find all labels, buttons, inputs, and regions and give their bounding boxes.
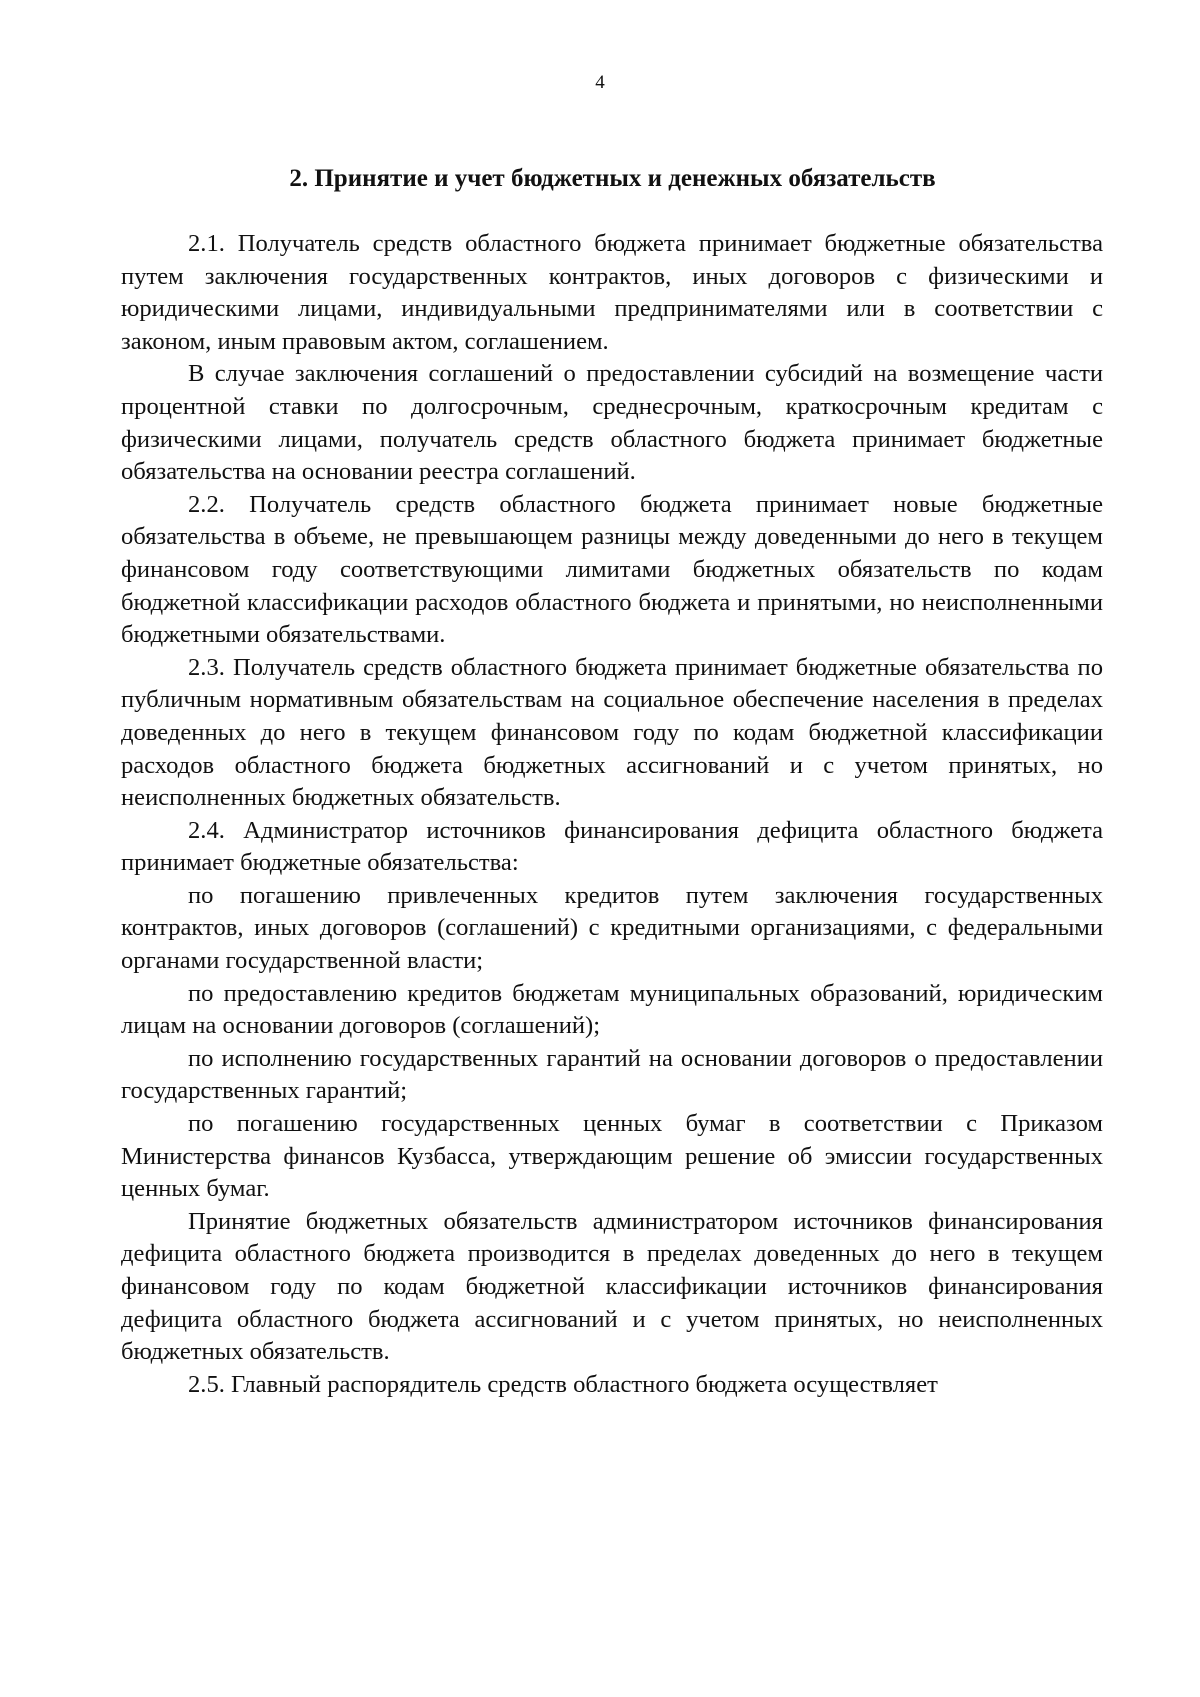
paragraph-2-1: 2.1. Получатель средств областного бюджета принимает бюджетные обязательства путем заключения государственных контрактов, иных договоров с физическими и юридическими лицами, индивидуальными предпринимателями или в соответствии с законом, иным правовым актом, соглашением.: [121, 230, 1103, 355]
paragraph-subsidies: В случае заключения соглашений о предоставлении субсидий на возмещение части процентной ставки по долгосрочным, среднесрочным, краткосрочным кредитам с физическими лицами, получатель средств областного бюджета принимает бюджетные обязательства на основании реестра соглашений.: [121, 360, 1103, 486]
document-body: [121, 228, 1103, 1401]
paragraph-2-2: 2.2. Получатель средств областного бюджета принимает новые бюджетные обязательства в объеме, не превышающем разницы между доведенными до него в текущем финансовом году соответствующими лимитами бюджетных обязательств по кодам бюджетной классификации расходов областного бюджета и принятыми, но неисполненными бюджетными обязательствами.: [121, 490, 1103, 649]
section-title: 2. Принятие и учет бюджетных и денежных обязательств: [289, 165, 936, 192]
paragraph-2-4: 2.4. Администратор источников финансирования дефицита областного бюджета принимает бюджетные обязательства:: [121, 816, 1103, 877]
paragraph-2-4-loans: по погашению привлеченных кредитов путем заключения государственных контрактов, иных договоров (соглашений) с кредитными организациями, с федеральными органами государственной власти;: [121, 881, 1103, 975]
paragraph-2-5: 2.5. Главный распорядитель средств областного бюджета осуществляет: [188, 1370, 938, 1398]
paragraph-acceptance: Принятие бюджетных обязательств администратором источников финансирования дефицита областного бюджета производится в пределах доведенных до него в текущем финансовом году по кодам бюджетной классификации источников финансирования дефицита областного бюджета ассигнований и с учетом принятых, но неисполненных бюджетных обязательств.: [121, 1207, 1103, 1366]
paragraph-2-4-securities: по погашению государственных ценных бумаг в соответствии с Приказом Министерства финансов Кузбасса, утверждающим решение об эмиссии государственных ценных бумаг.: [121, 1110, 1103, 1203]
paragraph-2-3: 2.3. Получатель средств областного бюджета принимает бюджетные обязательства по публичным нормативным обязательствам на социальное обеспечение населения в пределах доведенных до него в текущем финансовом году по кодам бюджетной классификации расходов областного бюджета бюджетных ассигнований и с учетом принятых, но неисполненных бюджетных обязательств.: [121, 653, 1103, 812]
paragraph-2-4-credits: по предоставлению кредитов бюджетам муниципальных образований, юридическим лицам на основании договоров (соглашений);: [121, 979, 1103, 1040]
paragraph-2-4-guarantees: по исполнению государственных гарантий на основании договоров о предоставлении государственных гарантий;: [121, 1044, 1103, 1105]
page-number: 4: [595, 72, 605, 93]
